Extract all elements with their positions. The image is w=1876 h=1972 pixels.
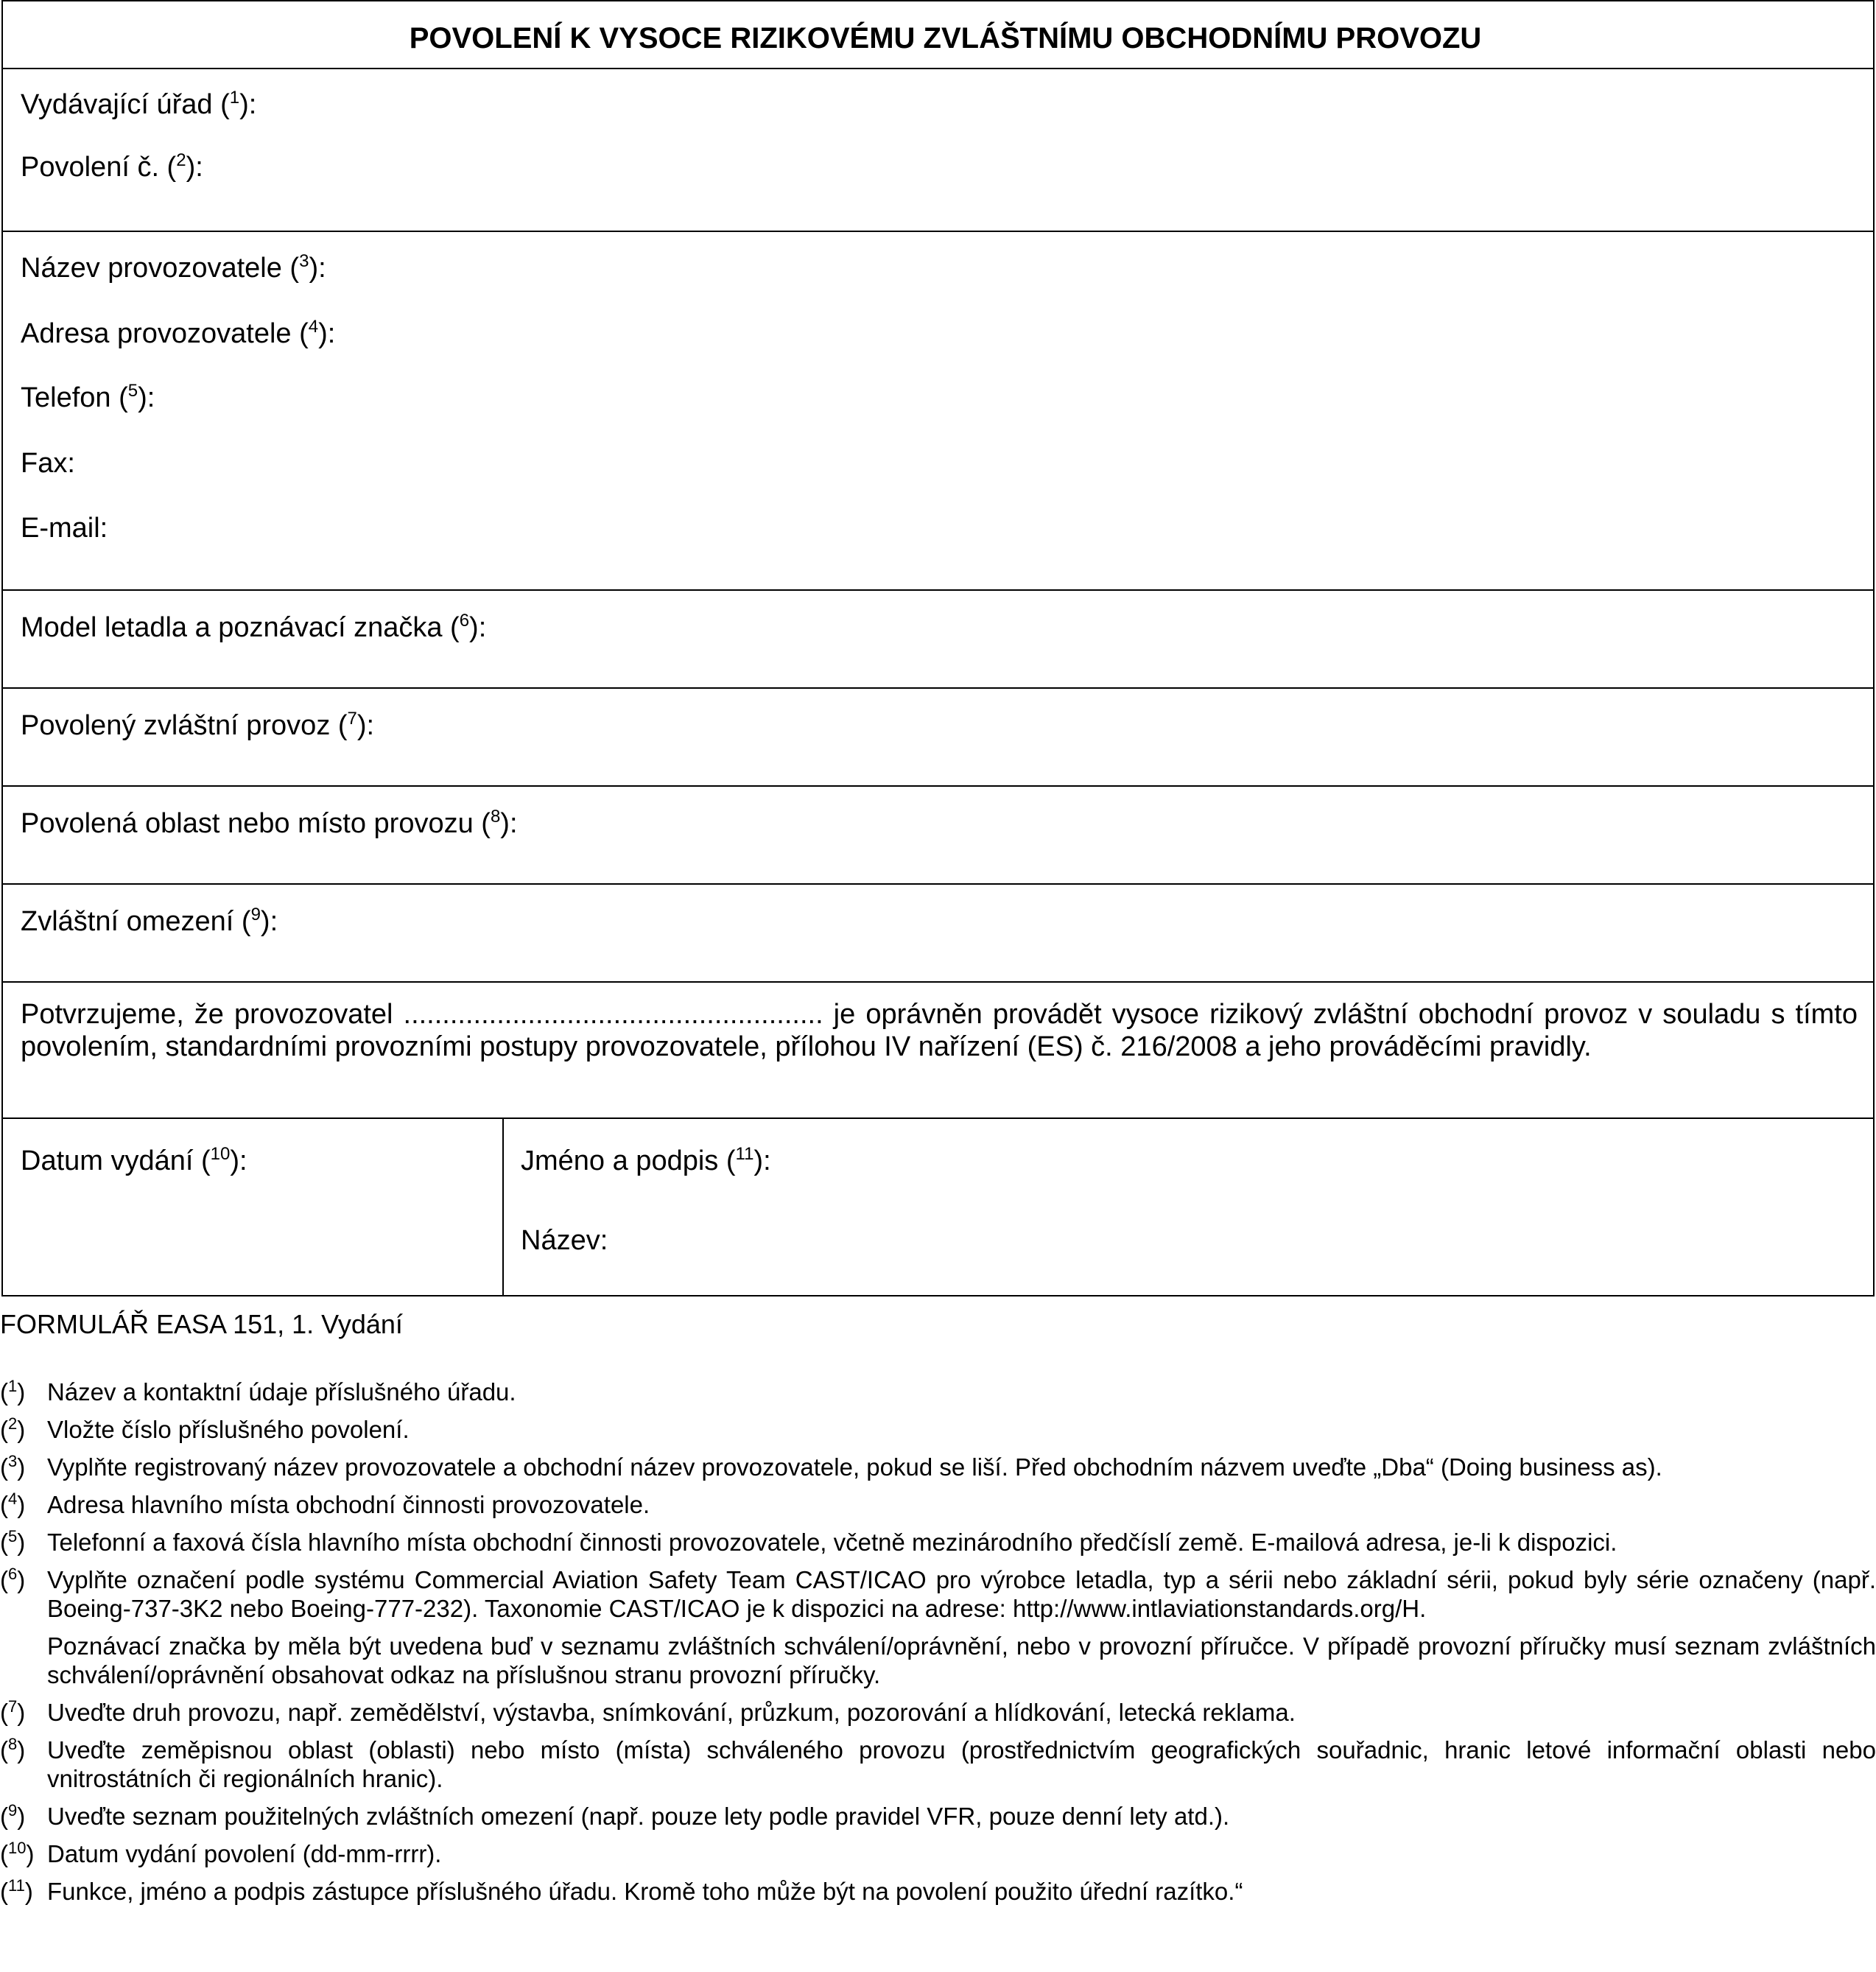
email-field[interactable]: E-mail: [21, 513, 108, 544]
aircraft-field[interactable]: Model letadla a poznávací značka ($^6$): [21, 611, 487, 643]
footnote: ($^9$) Uveďte seznam použitelných zvláštních omezení (např. pouze lety podle pravidel VFR, pouze denní lety atd.). [0, 1801, 1230, 1830]
footnote: ($^5$) Telefonní a faxová čísla hlavního místa obchodní činnosti provozovatele, včetně mezinárodního předčíslí země. E-mailová adresa, je-li k dispozici. [0, 1527, 1617, 1556]
footnote: ($^{10}$) Datum vydání povolení (dd-mm-rrrr). [0, 1839, 442, 1867]
signatory-title-field[interactable]: Název: [521, 1225, 608, 1256]
footnote: ($^2$) Vložte číslo příslušného povolení. [0, 1414, 410, 1443]
operator-name-field[interactable]: Název provozovatele ($^3$): [21, 251, 326, 284]
footnote: ($^7$) Uveďte druh provozu, např. zemědělství, výstavba, snímkování, průzkum, pozorování a hlídkování, letecká reklama. [0, 1697, 1296, 1726]
permit-number-field[interactable]: Povolení č. ($^2$): [21, 150, 203, 183]
divider [3, 231, 1873, 232]
divider [3, 68, 1873, 69]
authorised-area-field[interactable]: Povolená oblast nebo místo provozu ($^8$): [21, 807, 518, 839]
form-identifier: FORMULÁŘ EASA 151, 1. Vydání [0, 1309, 403, 1339]
footnote: ($^{11}$) Funkce, jméno a podpis zástupce příslušného úřadu. Kromě toho může být na povolení použito úřední razítko.“ [0, 1876, 1243, 1905]
fax-field[interactable]: Fax: [21, 448, 75, 479]
footnote: ($^8$) Uveďte zeměpisnou oblast (oblasti) nebo místo (místa) schváleného provozu (prostřednictvím geografických souřadnic, hranic letové informační oblasti nebo vnitrostátních či regionálních hranic). [0, 1735, 1876, 1792]
divider [3, 785, 1873, 787]
footnote: ($^1$) Název a kontaktní údaje příslušného úřadu. [0, 1377, 516, 1406]
footnote: ($^3$) Vyplňte registrovaný název provozovatele a obchodní název provozovatele, pokud se liší. Před obchodním názvem uveďte „Dba“ (Doing business as). [0, 1452, 1662, 1481]
name-signature-field[interactable]: Jméno a podpis ($^{11}$): [521, 1144, 771, 1176]
divider [3, 687, 1873, 689]
footnotes [0, 1378, 1876, 1915]
divider [3, 981, 1873, 983]
permit-form [1, 0, 1875, 1296]
divider [3, 883, 1873, 885]
divider [3, 1117, 1873, 1119]
date-of-issue-field[interactable]: Datum vydání ($^{10}$): [21, 1144, 247, 1176]
footnote: ($^6$) Vyplňte označení podle systému Commercial Aviation Safety Team CAST/ICAO pro výrobce letadla, typ a sérii nebo základní sérii, pokud byly série označeny (např. Boeing-737-3K2 nebo Boeing-777-232). Taxonomie CAST/ICAO je k dispozici na adrese: http://www.intlaviationstandards.org/H. Poznávací značka by měla být uvedena buď v seznamu zvláštních schválení/oprávnění, nebo v provozní příručce. V případě provozní příručky musí seznam zvláštních schválení/oprávnění obsahovat odkaz na příslušnou stranu provozní příručky. [0, 1565, 1876, 1688]
divider [3, 589, 1873, 591]
phone-field[interactable]: Telefon ($^5$): [21, 381, 155, 413]
column-divider [502, 1117, 504, 1296]
authorised-operation-field[interactable]: Povolený zvláštní provoz ($^7$): [21, 709, 375, 741]
issuing-authority-field[interactable]: Vydávající úřad ($^1$): [21, 88, 257, 120]
special-limitations-field[interactable]: Zvláštní omezení ($^9$): [21, 905, 278, 937]
operator-address-field[interactable]: Adresa provozovatele ($^4$): [21, 317, 336, 349]
footnote: ($^4$) Adresa hlavního místa obchodní činnosti provozovatele. [0, 1489, 650, 1518]
certification-statement: Potvrzujeme, že provozovatel ...................................................... je oprávněn provádět vysoce rizikový zvláštní obchodní provoz v souladu s tímto povolením, standardními provozními postupy provozovatele, přílohou IV nařízení (ES) č. 216/2008 a jeho prováděcími pravidly. [21, 999, 1858, 1062]
form-title: POVOLENÍ K VYSOCE RIZIKOVÉMU ZVLÁŠTNÍMU OBCHODNÍMU PROVOZU [409, 22, 1482, 55]
